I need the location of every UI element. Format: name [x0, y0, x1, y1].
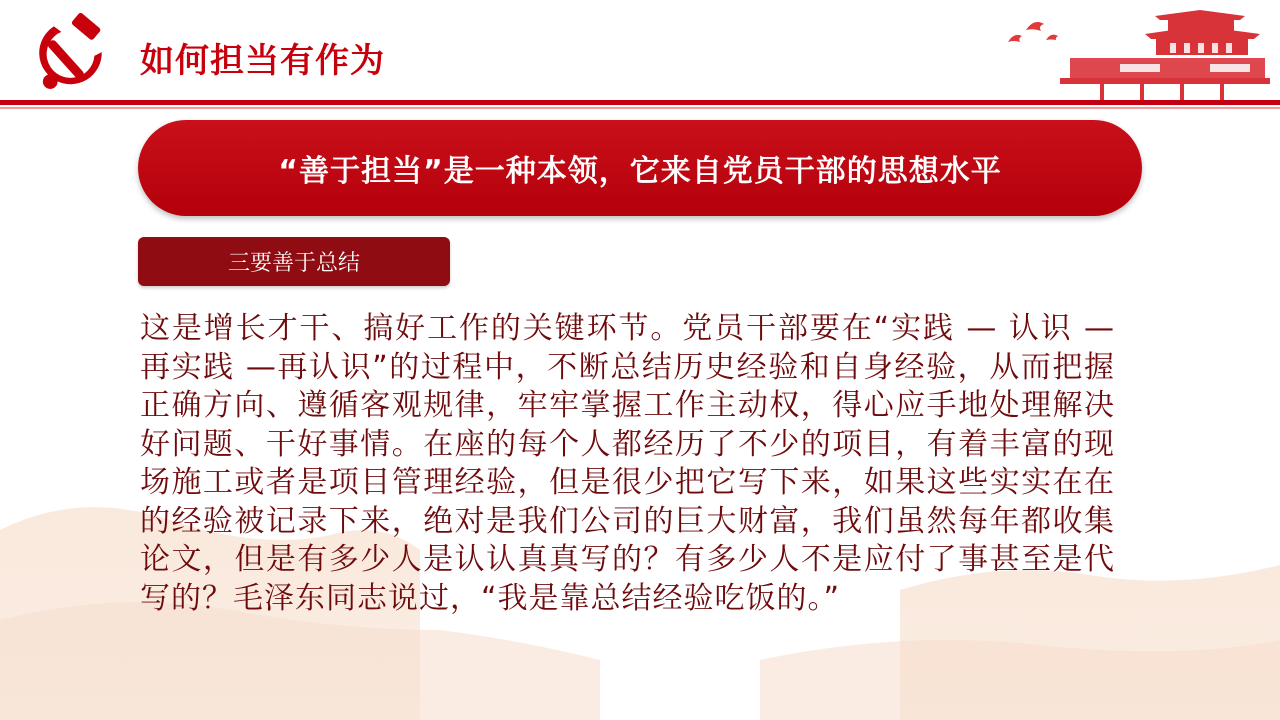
page-title: 如何担当有作为	[140, 41, 385, 81]
tiananmen-gate-icon	[1060, 6, 1270, 100]
subheading-text: 三要善于总结	[227, 251, 360, 276]
body-paragraph: 这是增长才干、搞好工作的关键环节。党员干部要在“实践 — 认识 — 再实践 —再认识”的过程中，不断总结历史经验和自身经验，从而把握正确方向、遵循客观规律，牢牢掌握工作主动权，得心应手地处理解决好问题、干好事情。在座的每个人都经历了不少的项目，有着丰富的现场施工或者是项目管理经验，但是很少把它写下来，如果这些实实在在的经验被记录下来，绝对是我们公司的巨大财富，我们虽然每年都收集论文，但是有多少人是认认真真写的？有多少人不是应付了事甚至是代写的？毛泽东同志说过，“我是靠总结经验吃饭的。”	[140, 311, 1115, 616]
header-divider-thin	[0, 107, 1280, 109]
headline-banner	[138, 120, 1142, 216]
subheading-label	[138, 237, 450, 286]
headline-text: “善于担当”是一种本领，它来自党员干部的思想水平	[278, 154, 1002, 189]
hammer-sickle-icon	[30, 8, 122, 100]
header-divider	[0, 100, 1280, 105]
